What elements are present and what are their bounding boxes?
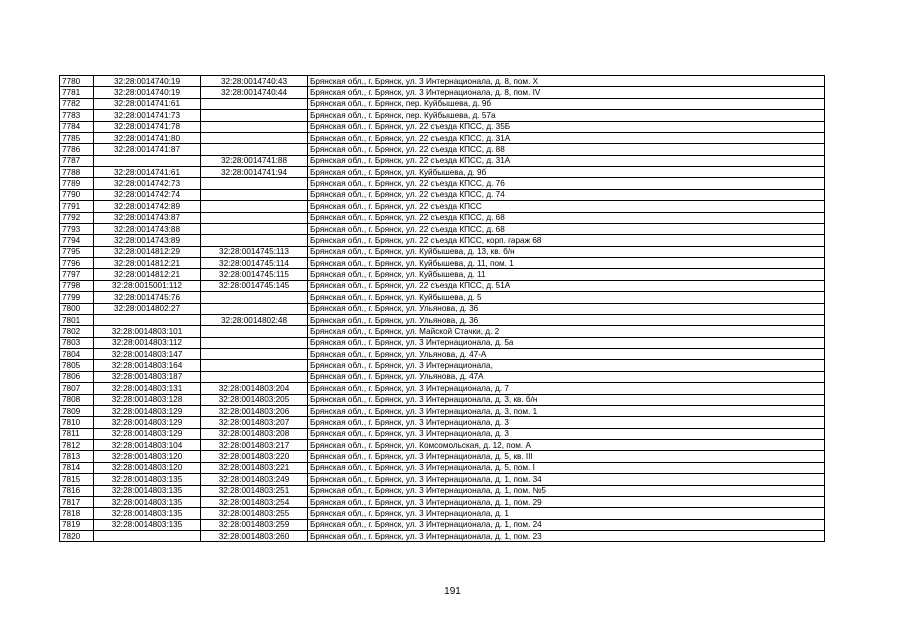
table-row [60, 428, 825, 439]
row-number-cell: 7813 [60, 451, 94, 462]
row-number-cell: 7789 [60, 178, 94, 189]
row-number-cell: 7816 [60, 485, 94, 496]
table-row [60, 383, 825, 394]
cadastral-number-cell: 32:28:0014803:104 [94, 440, 201, 451]
object-cadastral-number-cell [201, 292, 308, 303]
table-row [60, 132, 825, 143]
object-cadastral-number-cell: 32:28:0014803:260 [201, 531, 308, 542]
address-cell: Брянская обл., г. Брянск, ул. 22 съезда КПСС, д. 68 [308, 212, 825, 223]
cadastral-number-cell: 32:28:0014802:27 [94, 303, 201, 314]
table-row [60, 360, 825, 371]
address-cell: Брянская обл., г. Брянск, ул. 3 Интернационала, д. 3 [308, 428, 825, 439]
table-row [60, 349, 825, 360]
cadastral-number-cell: 32:28:0015001:112 [94, 280, 201, 291]
cadastral-number-cell: 32:28:0014742:73 [94, 178, 201, 189]
object-cadastral-number-cell: 32:28:0014803:206 [201, 405, 308, 416]
row-number-cell: 7801 [60, 314, 94, 325]
registry-table [59, 75, 825, 542]
object-cadastral-number-cell: 32:28:0014745:145 [201, 280, 308, 291]
table-row [60, 519, 825, 530]
cadastral-number-cell: 32:28:0014743:88 [94, 223, 201, 234]
cadastral-number-cell: 32:28:0014803:164 [94, 360, 201, 371]
table-row [60, 144, 825, 155]
row-number-cell: 7793 [60, 223, 94, 234]
address-cell: Брянская обл., г. Брянск, ул. Майской Стачки, д. 2 [308, 326, 825, 337]
cadastral-number-cell: 32:28:0014803:131 [94, 383, 201, 394]
address-cell: Брянская обл., г. Брянск, ул. 3 Интернационала, д. 3 [308, 417, 825, 428]
address-cell: Брянская обл., г. Брянск, ул. 3 Интернационала, [308, 360, 825, 371]
registry-table-body [60, 76, 825, 542]
object-cadastral-number-cell: 32:28:0014803:204 [201, 383, 308, 394]
cadastral-number-cell: 32:28:0014812:29 [94, 246, 201, 257]
cadastral-number-cell: 32:28:0014741:78 [94, 121, 201, 132]
address-cell: Брянская обл., г. Брянск, ул. Ульянова, д. 36 [308, 303, 825, 314]
cadastral-number-cell: 32:28:0014741:80 [94, 132, 201, 143]
row-number-cell: 7808 [60, 394, 94, 405]
table-row [60, 212, 825, 223]
cadastral-number-cell: 32:28:0014803:135 [94, 496, 201, 507]
table-row [60, 110, 825, 121]
row-number-cell: 7785 [60, 132, 94, 143]
object-cadastral-number-cell: 32:28:0014740:44 [201, 87, 308, 98]
address-cell: Брянская обл., г. Брянск, ул. 22 съезда КПСС, д. 76 [308, 178, 825, 189]
address-cell: Брянская обл., г. Брянск, ул. 3 Интернационала, д. 1, пом. 24 [308, 519, 825, 530]
cadastral-number-cell: 32:28:0014741:87 [94, 144, 201, 155]
cadastral-number-cell: 32:28:0014740:19 [94, 76, 201, 87]
cadastral-number-cell: 32:28:0014803:135 [94, 474, 201, 485]
object-cadastral-number-cell: 32:28:0014803:217 [201, 440, 308, 451]
address-cell: Брянская обл., г. Брянск, ул. 22 съезда КПСС, д. 74 [308, 189, 825, 200]
row-number-cell: 7798 [60, 280, 94, 291]
cadastral-number-cell: 32:28:0014803:129 [94, 417, 201, 428]
table-row [60, 485, 825, 496]
object-cadastral-number-cell [201, 132, 308, 143]
object-cadastral-number-cell: 32:28:0014745:114 [201, 258, 308, 269]
row-number-cell: 7788 [60, 167, 94, 178]
table-row [60, 121, 825, 132]
table-row [60, 246, 825, 257]
address-cell: Брянская обл., г. Брянск, ул. Куйбышева, д. 13, кв. б/н [308, 246, 825, 257]
table-row [60, 98, 825, 109]
table-row [60, 235, 825, 246]
table-row [60, 474, 825, 485]
row-number-cell: 7795 [60, 246, 94, 257]
table-row [60, 155, 825, 166]
table-row [60, 451, 825, 462]
row-number-cell: 7796 [60, 258, 94, 269]
address-cell: Брянская обл., г. Брянск, ул. 22 съезда КПСС, д. 31А [308, 132, 825, 143]
cadastral-number-cell: 32:28:0014740:19 [94, 87, 201, 98]
row-number-cell: 7818 [60, 508, 94, 519]
address-cell: Брянская обл., г. Брянск, ул. Ульянова, д. 36 [308, 314, 825, 325]
table-row [60, 87, 825, 98]
address-cell: Брянская обл., г. Брянск, ул. 3 Интернационала, д. 1 [308, 508, 825, 519]
address-cell: Брянская обл., г. Брянск, ул. 22 съезда КПСС, д. 88 [308, 144, 825, 155]
object-cadastral-number-cell: 32:28:0014803:208 [201, 428, 308, 439]
cadastral-number-cell: 32:28:0014803:135 [94, 485, 201, 496]
table-row [60, 178, 825, 189]
row-number-cell: 7780 [60, 76, 94, 87]
table-row [60, 167, 825, 178]
cadastral-number-cell: 32:28:0014745:76 [94, 292, 201, 303]
row-number-cell: 7790 [60, 189, 94, 200]
row-number-cell: 7817 [60, 496, 94, 507]
row-number-cell: 7812 [60, 440, 94, 451]
table-row [60, 303, 825, 314]
object-cadastral-number-cell [201, 201, 308, 212]
row-number-cell: 7787 [60, 155, 94, 166]
table-row [60, 269, 825, 280]
table-row [60, 201, 825, 212]
table-row [60, 189, 825, 200]
object-cadastral-number-cell [201, 235, 308, 246]
table-row [60, 417, 825, 428]
address-cell: Брянская обл., г. Брянск, ул. 3 Интернационала, д. 1, пом. 29 [308, 496, 825, 507]
cadastral-number-cell: 32:28:0014803:135 [94, 519, 201, 530]
address-cell: Брянская обл., г. Брянск, ул. 22 съезда КПСС, д. 31А [308, 155, 825, 166]
row-number-cell: 7802 [60, 326, 94, 337]
row-number-cell: 7804 [60, 349, 94, 360]
address-cell: Брянская обл., г. Брянск, ул. 3 Интернационала, д. 5, пом. I [308, 462, 825, 473]
object-cadastral-number-cell: 32:28:0014802:48 [201, 314, 308, 325]
object-cadastral-number-cell: 32:28:0014741:94 [201, 167, 308, 178]
table-row [60, 496, 825, 507]
object-cadastral-number-cell [201, 212, 308, 223]
row-number-cell: 7800 [60, 303, 94, 314]
object-cadastral-number-cell: 32:28:0014803:249 [201, 474, 308, 485]
address-cell: Брянская обл., г. Брянск, ул. 3 Интернационала, д. 7 [308, 383, 825, 394]
object-cadastral-number-cell [201, 223, 308, 234]
object-cadastral-number-cell [201, 110, 308, 121]
object-cadastral-number-cell: 32:28:0014803:207 [201, 417, 308, 428]
cadastral-number-cell: 32:28:0014741:61 [94, 98, 201, 109]
cadastral-number-cell: 32:28:0014742:74 [94, 189, 201, 200]
cadastral-number-cell: 32:28:0014803:187 [94, 371, 201, 382]
object-cadastral-number-cell [201, 326, 308, 337]
cadastral-number-cell: 32:28:0014741:61 [94, 167, 201, 178]
object-cadastral-number-cell: 32:28:0014803:221 [201, 462, 308, 473]
address-cell: Брянская обл., г. Брянск, ул. 3 Интернационала, д. 8, пом. IV [308, 87, 825, 98]
table-row [60, 292, 825, 303]
address-cell: Брянская обл., г. Брянск, ул. 3 Интернационала, д. 5а [308, 337, 825, 348]
cadastral-number-cell: 32:28:0014803:147 [94, 349, 201, 360]
table-row [60, 76, 825, 87]
row-number-cell: 7794 [60, 235, 94, 246]
row-number-cell: 7783 [60, 110, 94, 121]
row-number-cell: 7791 [60, 201, 94, 212]
address-cell: Брянская обл., г. Брянск, ул. 3 Интернационала, д. 5, кв. III [308, 451, 825, 462]
cadastral-number-cell: 32:28:0014812:21 [94, 258, 201, 269]
row-number-cell: 7784 [60, 121, 94, 132]
address-cell: Брянская обл., г. Брянск, ул. 22 съезда КПСС, д. 51А [308, 280, 825, 291]
address-cell: Брянская обл., г. Брянск, ул. Куйбышева, д. 11 [308, 269, 825, 280]
row-number-cell: 7806 [60, 371, 94, 382]
cadastral-number-cell [94, 314, 201, 325]
address-cell: Брянская обл., г. Брянск, ул. Куйбышева, д. 9б [308, 167, 825, 178]
table-row [60, 508, 825, 519]
row-number-cell: 7815 [60, 474, 94, 485]
object-cadastral-number-cell: 32:28:0014803:220 [201, 451, 308, 462]
cadastral-number-cell [94, 155, 201, 166]
address-cell: Брянская обл., г. Брянск, ул. Ульянова, д. 47-А [308, 349, 825, 360]
object-cadastral-number-cell [201, 144, 308, 155]
row-number-cell: 7799 [60, 292, 94, 303]
row-number-cell: 7782 [60, 98, 94, 109]
row-number-cell: 7811 [60, 428, 94, 439]
address-cell: Брянская обл., г. Брянск, ул. 22 съезда КПСС, д. 35Б [308, 121, 825, 132]
cadastral-number-cell: 32:28:0014741:73 [94, 110, 201, 121]
address-cell: Брянская обл., г. Брянск, ул. 3 Интернационала, д. 3, пом. 1 [308, 405, 825, 416]
object-cadastral-number-cell [201, 98, 308, 109]
object-cadastral-number-cell: 32:28:0014745:113 [201, 246, 308, 257]
object-cadastral-number-cell: 32:28:0014740:43 [201, 76, 308, 87]
address-cell: Брянская обл., г. Брянск, ул. 22 съезда КПСС [308, 201, 825, 212]
cadastral-number-cell: 32:28:0014803:120 [94, 451, 201, 462]
row-number-cell: 7819 [60, 519, 94, 530]
address-cell: Брянская обл., г. Брянск, ул. 3 Интернационала, д. 1, пом. 23 [308, 531, 825, 542]
address-cell: Брянская обл., г. Брянск, ул. Куйбышева, д. 11, пом. 1 [308, 258, 825, 269]
object-cadastral-number-cell [201, 178, 308, 189]
object-cadastral-number-cell: 32:28:0014745:115 [201, 269, 308, 280]
row-number-cell: 7781 [60, 87, 94, 98]
table-row [60, 531, 825, 542]
row-number-cell: 7792 [60, 212, 94, 223]
cadastral-number-cell: 32:28:0014743:89 [94, 235, 201, 246]
address-cell: Брянская обл., г. Брянск, ул. Комсомольская, д. 12, пом. А [308, 440, 825, 451]
cadastral-number-cell: 32:28:0014803:128 [94, 394, 201, 405]
row-number-cell: 7820 [60, 531, 94, 542]
address-cell: Брянская обл., г. Брянск, ул. 22 съезда КПСС, корп. гараж 68 [308, 235, 825, 246]
cadastral-number-cell: 32:28:0014743:87 [94, 212, 201, 223]
address-cell: Брянская обл., г. Брянск, пер. Куйбышева, д. 9б [308, 98, 825, 109]
object-cadastral-number-cell [201, 189, 308, 200]
cadastral-number-cell [94, 531, 201, 542]
row-number-cell: 7807 [60, 383, 94, 394]
address-cell: Брянская обл., г. Брянск, ул. 3 Интернационала, д. 3, кв. б/н [308, 394, 825, 405]
cadastral-number-cell: 32:28:0014812:21 [94, 269, 201, 280]
object-cadastral-number-cell [201, 371, 308, 382]
row-number-cell: 7805 [60, 360, 94, 371]
cadastral-number-cell: 32:28:0014803:120 [94, 462, 201, 473]
address-cell: Брянская обл., г. Брянск, ул. 3 Интернационала, д. 1, пом. №5 [308, 485, 825, 496]
table-row [60, 223, 825, 234]
object-cadastral-number-cell [201, 121, 308, 132]
object-cadastral-number-cell: 32:28:0014803:259 [201, 519, 308, 530]
object-cadastral-number-cell [201, 303, 308, 314]
address-cell: Брянская обл., г. Брянск, ул. Куйбышева, д. 5 [308, 292, 825, 303]
address-cell: Брянская обл., г. Брянск, ул. 22 съезда КПСС, д. 68 [308, 223, 825, 234]
object-cadastral-number-cell [201, 360, 308, 371]
row-number-cell: 7814 [60, 462, 94, 473]
address-cell: Брянская обл., г. Брянск, ул. 3 Интернационала, д. 8, пом. X [308, 76, 825, 87]
table-row [60, 394, 825, 405]
cadastral-number-cell: 32:28:0014803:112 [94, 337, 201, 348]
page-number: 191 [444, 586, 461, 597]
cadastral-number-cell: 32:28:0014803:135 [94, 508, 201, 519]
object-cadastral-number-cell: 32:28:0014741:88 [201, 155, 308, 166]
row-number-cell: 7797 [60, 269, 94, 280]
table-row [60, 258, 825, 269]
object-cadastral-number-cell: 32:28:0014803:254 [201, 496, 308, 507]
cadastral-number-cell: 32:28:0014803:101 [94, 326, 201, 337]
row-number-cell: 7803 [60, 337, 94, 348]
cadastral-number-cell: 32:28:0014803:129 [94, 405, 201, 416]
table-row [60, 314, 825, 325]
object-cadastral-number-cell [201, 349, 308, 360]
row-number-cell: 7810 [60, 417, 94, 428]
table-row [60, 280, 825, 291]
cadastral-number-cell: 32:28:0014803:129 [94, 428, 201, 439]
cadastral-number-cell: 32:28:0014742:89 [94, 201, 201, 212]
object-cadastral-number-cell: 32:28:0014803:251 [201, 485, 308, 496]
table-row [60, 440, 825, 451]
table-row [60, 326, 825, 337]
table-row [60, 405, 825, 416]
row-number-cell: 7809 [60, 405, 94, 416]
row-number-cell: 7786 [60, 144, 94, 155]
object-cadastral-number-cell: 32:28:0014803:255 [201, 508, 308, 519]
object-cadastral-number-cell [201, 337, 308, 348]
address-cell: Брянская обл., г. Брянск, ул. Ульянова, д. 47А [308, 371, 825, 382]
address-cell: Брянская обл., г. Брянск, ул. 3 Интернационала, д. 1, пом. 34 [308, 474, 825, 485]
address-cell: Брянская обл., г. Брянск, пер. Куйбышева, д. 57а [308, 110, 825, 121]
table-row [60, 371, 825, 382]
table-row [60, 462, 825, 473]
table-row [60, 337, 825, 348]
object-cadastral-number-cell: 32:28:0014803:205 [201, 394, 308, 405]
